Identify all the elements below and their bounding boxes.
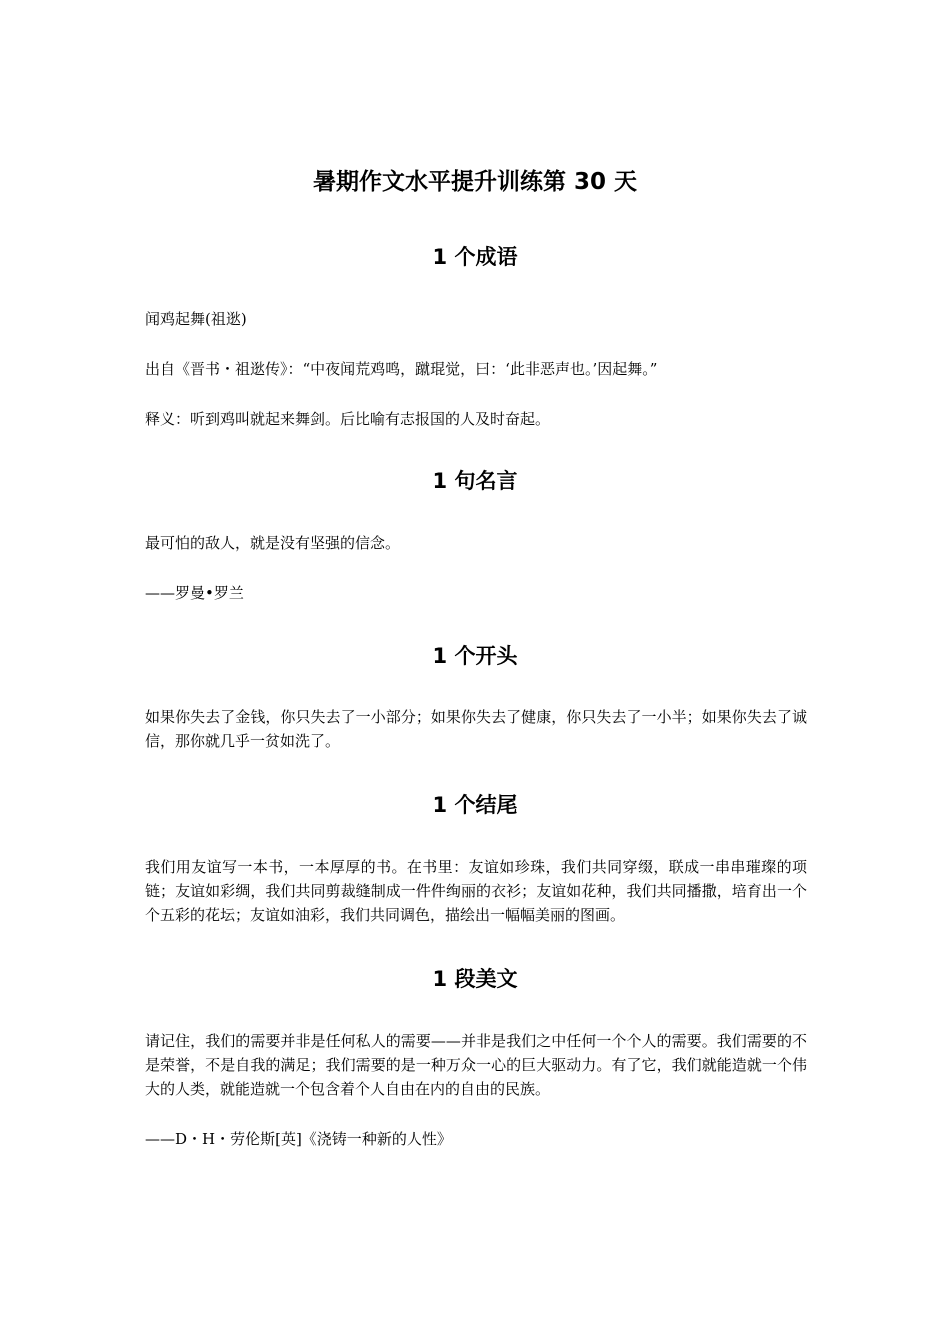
section-heading-passage: 1 段美文 [432,967,518,991]
section-heading-opening: 1 个开头 [432,644,518,668]
quote-text: 最可怕的敌人，就是没有坚强的信念。 [145,534,401,552]
quote-author: ——罗曼•罗兰 [145,584,244,602]
section-heading-ending: 1 个结尾 [432,793,518,817]
opening-text: 如果你失去了金钱，你只失去了一小部分；如果你失去了健康，你只失去了一小半；如果你失去了诚信，那你就几乎一贫如洗了。 [145,708,807,750]
passage-source: ——D・H・劳伦斯[英]《浇铸一种新的人性》 [145,1130,452,1148]
passage-text: 请记住，我们的需要并非是任何私人的需要——并非是我们之中任何一个个人的需要。我们需要的不是荣誉，不是自我的满足；我们需要的是一种万众一心的巨大驱动力。有了它，我们就能造就一个伟大的人类，就能造就一个包含着个人自由在内的自由的民族。 [145,1032,807,1098]
idiom-source: 出自《晋书・祖逖传》：“中夜闻荒鸡鸣，蹴琨觉，曰：‘此非恶声也。’因起舞。” [145,360,658,378]
idiom-name: 闻鸡起舞(祖逖) [145,310,247,328]
section-heading-quote: 1 句名言 [432,469,518,493]
idiom-meaning: 释义：听到鸡叫就起来舞剑。后比喻有志报国的人及时奋起。 [145,410,551,428]
section-heading-idiom: 1 个成语 [432,245,518,269]
ending-text: 我们用友谊写一本书，一本厚厚的书。在书里：友谊如珍珠，我们共同穿缀，联成一串串璀璨的项链；友谊如彩绸，我们共同剪裁缝制成一件件绚丽的衣衫；友谊如花种，我们共同播撒，培育出一个个五彩的花坛；友谊如油彩，我们共同调色，描绘出一幅幅美丽的图画。 [145,858,807,924]
page-title: 暑期作文水平提升训练第 30 天 [312,169,638,195]
